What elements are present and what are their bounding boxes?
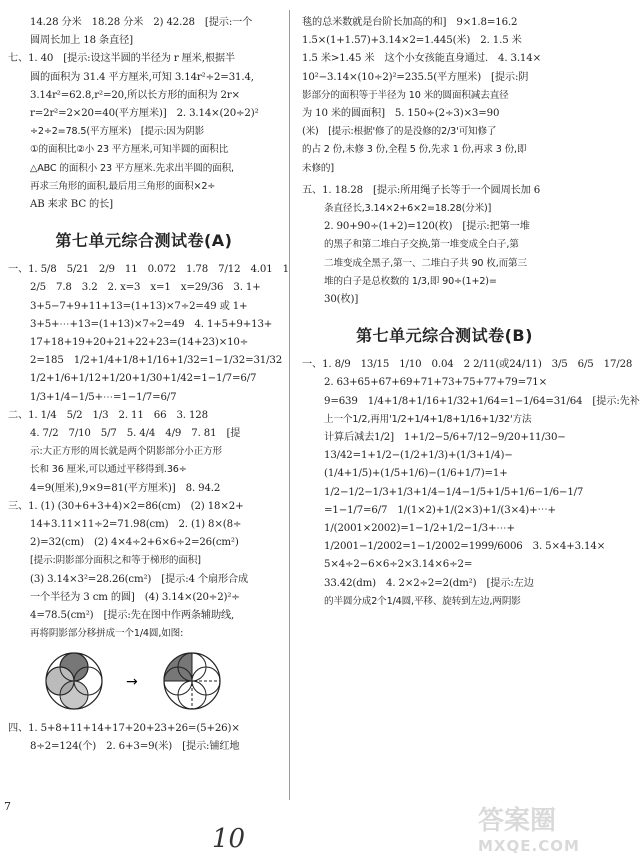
text-line: 4=9(厘米),9×9=81(平方厘米)] 8. 94.2 — [30, 482, 221, 494]
text-line: 2. 63+65+67+69+71+73+75+77+79=71× — [324, 377, 548, 389]
text-line: AB 来求 BC 的长] — [30, 199, 113, 211]
circle-transform-figure — [30, 650, 280, 716]
text-line: 长和 36 厘米,可以通过平移得到.36÷ — [30, 464, 187, 476]
text-line: (米) [提示:根据'修了的是没修的2/3'可知修了 — [302, 126, 497, 138]
circle-figure-right — [164, 653, 220, 709]
test-a-block — [8, 261, 289, 643]
text-line: 14.28 分米 18.28 分米 2) 42.28 [提示:一个 — [30, 17, 253, 28]
text-line: 上一个1/2,再用'1/2+1/4+1/8+1/16+1/32'方法 — [324, 413, 532, 425]
text-line: [提示:阴影部分面积之和等于梯形的面积] — [30, 555, 201, 567]
text-line: 17+18+19+20+21+22+23=(14+23)×10÷ — [30, 337, 249, 349]
text-line: 9=639 1/4+1/8+1/16+1/32+1/64=1−1/64=31/64 [提示:先补 — [324, 395, 640, 407]
test-b-block — [302, 356, 640, 611]
text-line: 影部分的面积等于半径为 10 米的圆面积减去直径 — [302, 89, 509, 101]
text-line: 示:大正方形的周长就是两个阴影部分小正方形 — [30, 446, 222, 458]
section-title-a: 第七单元综合测试卷(A) — [55, 231, 233, 251]
text-line: △ABC 的面积小 23 平方厘米.先求出半圆的面积, — [30, 162, 234, 174]
text-line: 二堆变成全黑子,第一、二堆白子共 90 枚,而第三 — [324, 257, 527, 269]
left-column — [8, 14, 289, 756]
text-line: 2)=32(cm) (2) 4×4÷2+6×6÷2=26(cm²) — [30, 537, 239, 549]
text-line: 13/42=1+1/2−(1/2+1/3)+(1/3+1/4)− — [324, 450, 513, 462]
text-line: ①的面积比②小 23 平方厘米,可知半圆的面积比 — [30, 144, 229, 156]
text-line: 七、1. 40 [提示:设这半圆的半径为 r 厘米,根据半 — [8, 53, 235, 65]
text-line: 一、1. 5/8 5/21 2/9 11 0.072 1.78 7/12 4.01 1 — [8, 264, 289, 276]
text-line: 的占 2 份,未修 3 份,全程 5 份,先求 1 份,再求 3 份,即 — [302, 144, 527, 156]
text-line: 3+5+⋯+13=(1+13)×7÷2=49 4. 1+5+9+13+ — [30, 318, 273, 330]
text-line: 30(枚)] — [324, 294, 359, 306]
text-line: 的黑子和第二堆白子交换,第一堆变成全白子,第 — [324, 239, 519, 251]
circle-figure-left — [46, 653, 102, 709]
text-line: 2/5 7.8 3.2 2. x=3 x=1 x=29/36 3. 1+ — [30, 282, 261, 294]
section-five-block — [302, 182, 587, 309]
text-line: 14+3.11×11÷2=71.98(cm) 2. (1) 8×(8÷ — [30, 519, 242, 531]
text-line: 1/3+1/4−1/5+⋯=1−1/7=6/7 — [30, 391, 177, 403]
site-watermark — [478, 800, 596, 860]
text-line: 8÷2=124(个) 2. 6+3=9(米) [提示:铺红地 — [30, 740, 240, 752]
watermark-url: MXQE.COM — [478, 837, 580, 855]
text-line: 10²−3.14×(10÷2)²=235.5(平方厘米) [提示:阴 — [302, 71, 529, 83]
text-line: 4=78.5(cm²) [提示:先在图中作两条辅助线, — [30, 610, 235, 622]
text-line: 1/2+1/6+1/12+1/20+1/30+1/42=1−1/7=6/7 — [30, 373, 257, 385]
text-line: 圆周长加上 18 条直径] — [30, 35, 133, 47]
right-column — [302, 14, 640, 611]
text-line: 1/2001−1/2002=1−1/2002=1999/6006 3. 5×4+3.14× — [324, 541, 606, 553]
text-line: ÷2÷2=78.5(平方厘米) [提示:因为阴影 — [30, 126, 205, 138]
text-line: 一、1. 8/9 13/15 1/10 0.04 2 2/11(或24/11) 3/5 6/5 17/28 — [302, 359, 633, 371]
section-title-b: 第七单元综合测试卷(B) — [356, 326, 533, 346]
text-line: 1.5×(1+1.57)+3.14×2=1.445(米) 2. 1.5 米 — [302, 35, 522, 47]
text-line: 33.42(dm) 4. 2×2÷2=2(dm²) [提示:左边 — [324, 577, 534, 589]
left-top-block — [8, 14, 280, 214]
text-line: 圆的面积为 31.4 平方厘米,可知 3.14r²÷2=31.4, — [30, 71, 254, 83]
text-line: 二、1. 1/4 5/2 1/3 2. 11 66 3. 128 — [8, 409, 208, 421]
text-line: 再将阴影部分移拼成一个1/4圆,如图: — [30, 628, 184, 640]
handwritten-page-number: 10 — [212, 824, 246, 854]
text-line: 毯的总米数就是台阶长加高的和] 9×1.8=16.2 — [302, 17, 518, 28]
text-line: 堆的白子是总枚数的 1/3,即 90÷(1+2)= — [324, 275, 497, 287]
column-divider — [289, 10, 290, 800]
text-line: 1.5 米>1.45 米 这个小女孩能直身通过. 4. 3.14× — [302, 53, 541, 65]
corner-mark: 7 — [4, 800, 11, 813]
text-line: 2=185 1/2+1/4+1/8+1/16+1/32=1−1/32=31/32 — [30, 355, 283, 367]
text-line: 为 10 米的圆面积] 5. 150÷(2÷3)×3=90 — [302, 108, 500, 120]
text-line: (1/4+1/5)+(1/5+1/6)−(1/6+1/7)=1+ — [324, 468, 508, 480]
text-line: 4. 7/2 7/10 5/7 5. 4/4 4/9 7. 81 [提 — [30, 428, 241, 440]
text-line: 1/2−1/2−1/3+1/3+1/4−1/4−1/5+1/5+1/6−1/6−1/7 — [324, 486, 584, 498]
text-line: 的半圆分成2个1/4圆,平移、旋转到左边,两阴影 — [324, 595, 521, 607]
text-line: 四、1. 5+8+11+14+17+20+23+26=(5+26)× — [8, 722, 240, 734]
left-bottom-block — [8, 720, 280, 756]
text-line: 1/(2001×2002)=1−1/2+1/2−1/3+⋯+ — [324, 523, 515, 535]
text-line: 五、1. 18.28 [提示:所用绳子长等于一个圆周长加 6 — [302, 184, 541, 196]
text-line: 5×4÷2−6×6÷2×3.14×6÷2= — [324, 559, 473, 571]
watermark-text: 答案圈 — [478, 806, 557, 836]
text-line: 3+5−7+9+11+13=(1+13)×7÷2=49 或 1+ — [30, 300, 248, 312]
text-line: r=2r²=2×20=40(平方厘米)] 2. 3.14×(20÷2)² — [30, 108, 259, 120]
right-top-block — [302, 14, 587, 178]
circle-figure-svg — [30, 650, 258, 712]
text-line: 3.14r²=62.8,r²=20,所以长方形的面积为 2r× — [30, 89, 240, 101]
text-line: 未修的] — [302, 162, 334, 174]
text-line: (3) 3.14×3²=28.26(cm²) [提示:4 个扇形合成 — [30, 573, 249, 585]
text-line: 条直径长,3.14×2+6×2=18.28(分米)] — [324, 203, 492, 215]
arrow-icon: → — [126, 673, 138, 690]
text-line: 2. 90+90÷(1+2)=120(枚) [提示:把第一堆 — [324, 221, 530, 233]
text-line: =1−1/7=6/7 1/(1×2)+1/(2×3)+1/(3×4)+⋯+ — [324, 504, 556, 516]
text-line: 计算后减去1/2] 1+1/2−5/6+7/12−9/20+11/30− — [324, 432, 566, 444]
text-line: 一个半径为 3 cm 的圆] (4) 3.14×(20÷2)²÷ — [30, 591, 240, 603]
text-line: 三、1. (1) (30+6+3+4)×2=86(cm) (2) 18×2+ — [8, 500, 244, 512]
text-line: 再求三角形的面积,最后用三角形的面积×2÷ — [30, 180, 216, 192]
